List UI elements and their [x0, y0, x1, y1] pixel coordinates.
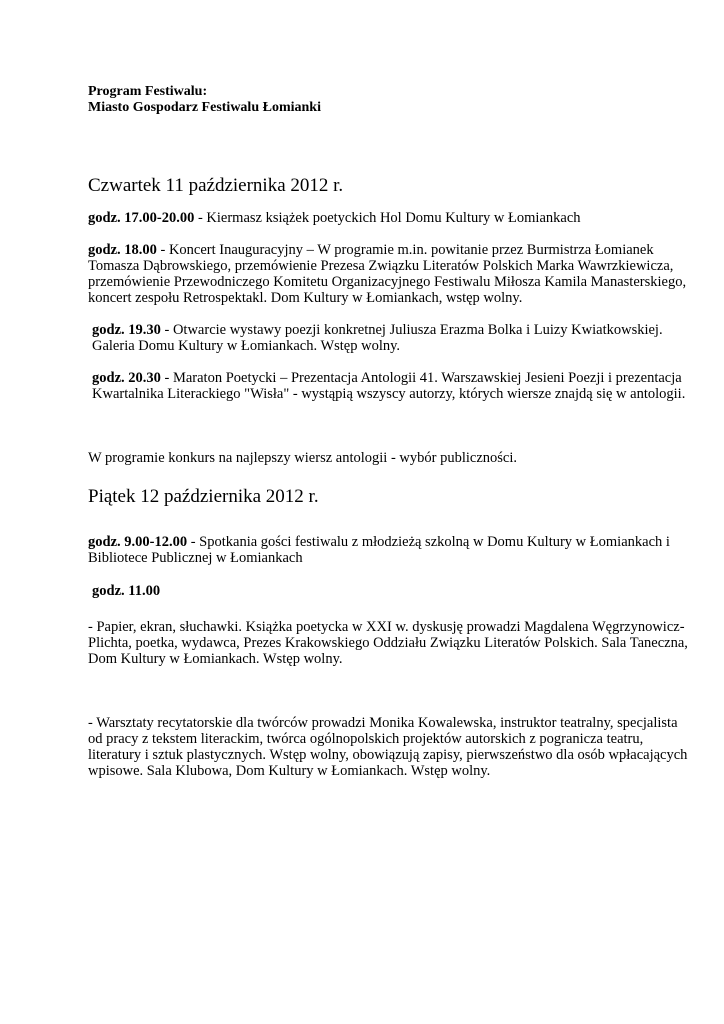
day2-event-2-item-1: - Papier, ekran, słuchawki. Książka poetycka w XXI w. dyskusję prowadzi Magdalena Węgrzynowicz-Plichta, poetka, wydawca, Prezes Krakowskiego Oddziału Związku Literatów Polskich. Sala Taneczna, Dom Kultury w Łomiankach. Wstęp wolny.	[88, 619, 688, 667]
day2-event-1	[88, 534, 688, 566]
day1-event-3	[88, 322, 688, 354]
day1-contest-note: W programie konkurs na najlepszy wiersz antologii - wybór publiczności.	[88, 450, 517, 466]
day1-event-4	[88, 370, 688, 402]
day2-event-2-time: godz. 11.00	[92, 583, 161, 599]
program-title: Program Festiwalu:	[88, 84, 208, 99]
event-time: godz. 20.30	[92, 370, 161, 386]
event-description: - Koncert Inauguracyjny – W programie m.in. powitanie przez Burmistrza Łomianek Tomasza Dąbrowskiego, przemówienie Prezesa Związku Literatów Polskich Marka Wawrzkiewicza, przemówienie Przewodniczego Komitetu Organizacyjnego Festiwalu Miłosza Kamila Manasterskiego, koncert zespołu Retrospektakl. Dom Kultury w Łomiankach, wstęp wolny.	[88, 242, 687, 306]
day2-heading: Piątek 12 października 2012 r.	[88, 486, 319, 507]
event-description: - Otwarcie wystawy poezji konkretnej Juliusza Erazma Bolka i Luizy Kwiatkowskiej. Galeria Domu Kultury w Łomiankach. Wstęp wolny.	[92, 322, 663, 354]
event-description: - Spotkania gości festiwalu z młodzieżą szkolną w Domu Kultury w Łomiankach i Bibliotece Publicznej w Łomiankach	[88, 534, 670, 566]
day1-event-2	[88, 242, 688, 306]
host-city-line: Miasto Gospodarz Festiwalu Łomianki	[88, 100, 321, 115]
event-time: godz. 18.00	[88, 242, 157, 258]
day1-heading: Czwartek 11 października 2012 r.	[88, 175, 344, 196]
event-time: godz. 9.00-12.00	[88, 534, 188, 550]
event-time: godz. 17.00-20.00	[88, 210, 195, 226]
event-time: godz. 19.30	[92, 322, 161, 338]
day2-event-2-item-2: - Warsztaty recytatorskie dla twórców prowadzi Monika Kowalewska, instruktor teatralny, specjalista od pracy z tekstem literackim, twórca ogólnopolskich projektów autorskich z pogranicza teatru, literatury i sztuk plastycznych. Wstęp wolny, obowiązują zapisy, pierwszeństwo dla osób wpłacających wpisowe. Sala Klubowa, Dom Kultury w Łomiankach. Wstęp wolny.	[88, 715, 688, 779]
event-description: - Maraton Poetycki – Prezentacja Antologii 41. Warszawskiej Jesieni Poezji i prezentacja Kwartalnika Literackiego "Wisła" - wystąpią wszyscy autorzy, których wiersze znajdą się w antologii.	[92, 370, 686, 402]
event-description: - Kiermasz książek poetyckich Hol Domu Kultury w Łomiankach	[194, 210, 581, 226]
document-page	[88, 84, 688, 779]
day1-event-1	[88, 210, 688, 226]
